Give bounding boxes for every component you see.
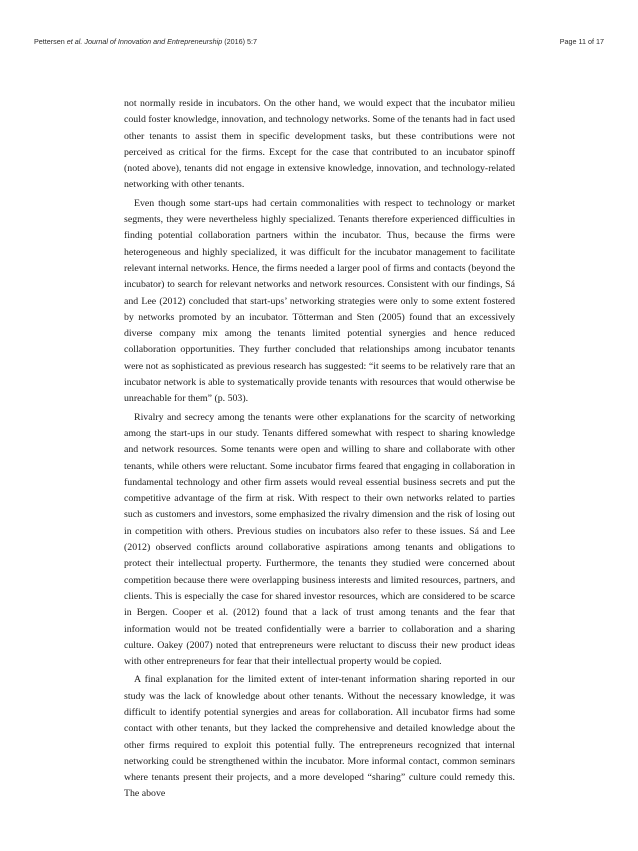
- running-header: [34, 37, 604, 46]
- page-number: Page 11 of 17: [559, 37, 604, 46]
- paragraph-final-explanation: A final explanation for the limited extent of inter-tenant information sharing reported in our study was the lack of knowledge about other tenants. Without the necessary knowledge, it was difficult to identify potential synergies and areas for collaboration. All incubator firms had some contact with other tenants, but they lacked the comprehensive and detailed knowledge about the other firms required to exploit this potential fully. The entrepreneurs recognized that internal networking could be strengthened within the incubator. More informal contact, common seminars where tenants present their projects, and a more developed “sharing” culture could remedy this. The above: [124, 674, 515, 800]
- paragraph-heterogeneity: Even though some start-ups had certain commonalities with respect to technology or market segments, they were nevertheless highly specialized. Tenants therefore experienced difficulties in finding potential collaboration partners within the incubator. Thus, because the firms were heterogeneous and highly specialized, it was difficult for the incubator management to facilitate relevant internal networks. Hence, the firms needed a larger pool of firms and contacts (beyond the incubator) to search for relevant networks and network resources. Consistent with our findings, Sá and Lee (2012) concluded that start-ups’ networking strategies were only to some extent fostered by networks promoted by an incubator. Tötterman and Sten (2005) found that an excessively diverse company mix among the tenants limited potential synergies and hence reduced collaboration opportunities. They further concluded that relationships among incubator tenants were not as sophisticated as previous research has suggested: “it seems to be relatively rare that an incubator network is able to systematically provide tenants with resources that would otherwise be unreachable for them” (p. 503).: [124, 197, 515, 405]
- paragraph-continued: not normally reside in incubators. On the other hand, we would expect that the incubator milieu could foster knowledge, innovation, and technology networks. Some of the tenants had in fact used other tenants to assist them in specific development tasks, but these contributions were not perceived as critical for the firms. Except for the case that contributed to an incubator spinoff (noted above), tenants did not engage in extensive knowledge, innovation, and technology-related networking with other tenants.: [124, 98, 515, 191]
- citation: [34, 37, 257, 46]
- citation-year-volume: (2016) 5:7: [224, 37, 257, 46]
- citation-et-al: et al.: [66, 37, 83, 46]
- citation-journal: Journal of Innovation and Entrepreneurship: [84, 37, 223, 46]
- paragraph-rivalry: Rivalry and secrecy among the tenants were other explanations for the scarcity of networking among the start-ups in our study. Tenants differed somewhat with respect to sharing knowledge and network resources. Some tenants were open and willing to share and collaborate with other tenants, while others were reluctant. Some incubator firms feared that engaging in collaboration in fundamental technology and other firm assets would reveal essential business secrets and put the competitive advantage of the firm at risk. With respect to their own networks related to parties such as customers and investors, some emphasized the rivalry dimension and the risk of losing out in competition with others. Previous studies on incubators also refer to these issues. Sá and Lee (2012) observed conflicts around collaborative aspirations among tenants and obligations to protect their intellectual property. Furthermore, the tenants they studied were concerned about competition because there were overlapping business interests and limited resources, partners, and clients. This is especially the case for shared investor resources, which are considered to be scarce in Bergen. Cooper et al. (2012) found that a lack of trust among tenants and the fear that information would not be treated confidentially were a barrier to collaboration and a sharing culture. Oakey (2007) noted that entrepreneurs were reluctant to discuss their new product ideas with other entrepreneurs for fear that their intellectual property would be copied.: [124, 411, 515, 668]
- citation-authors: Pettersen: [34, 37, 65, 46]
- article-body: [124, 96, 515, 803]
